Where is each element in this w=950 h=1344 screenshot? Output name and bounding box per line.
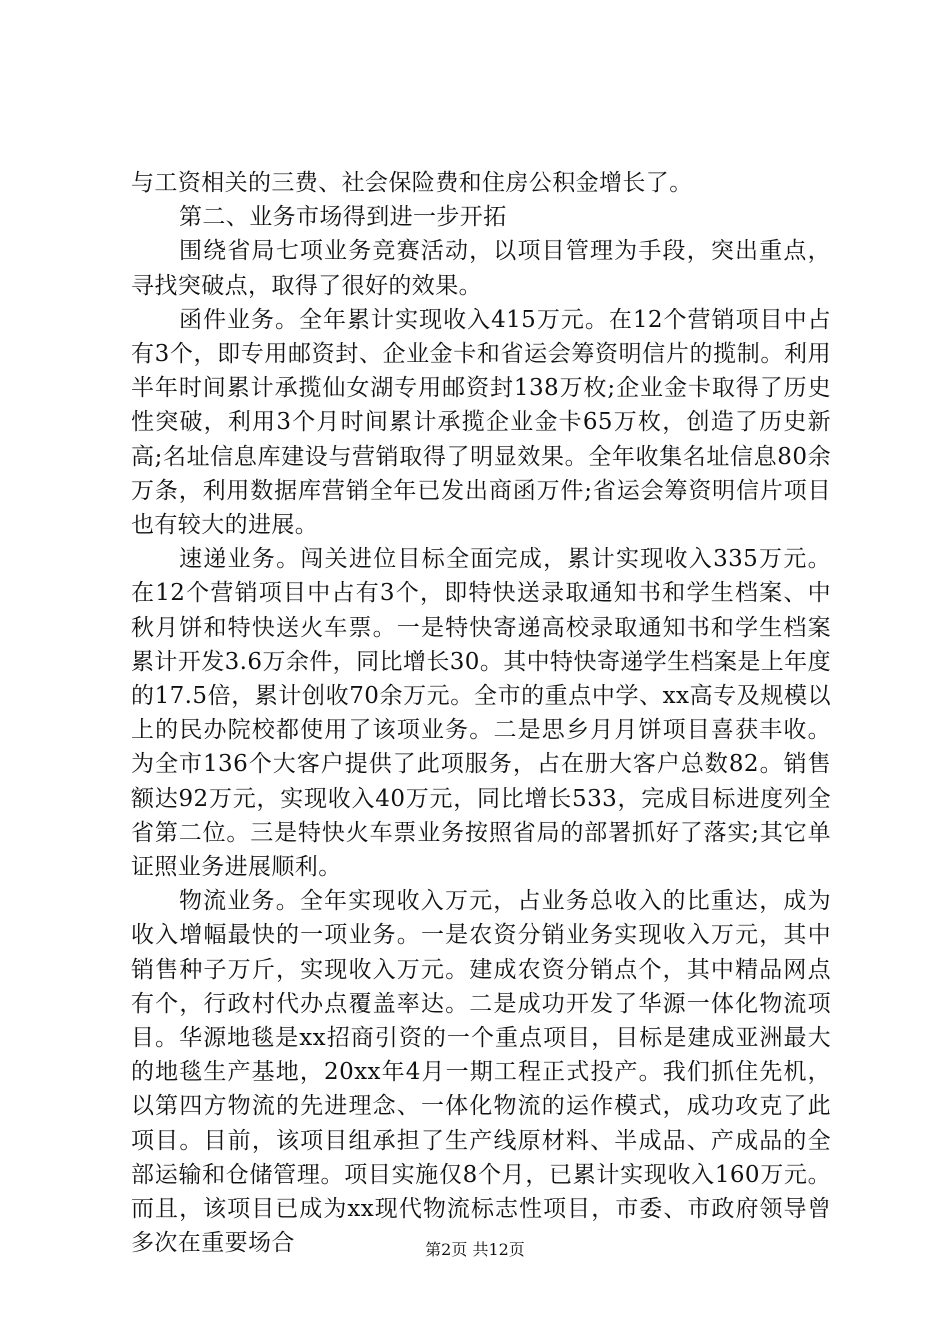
paragraph-letter-business: 函件业务。全年累计实现收入415万元。在12个营销项目中占有3个，即专用邮资封、企业金卡和省运会筹资明信片的揽制。利用半年时间累计承揽仙女湖专用邮资封138万枚;企业金卡取得了历史性突破，利用3个月时间累计承揽企业金卡65万枚，创造了历史新高;名址信息库建设与营销取得了明显效果。全年收集名址信息80余万条，利用数据库营销全年已发出商函万件;省运会筹资明信片项目也有较大的进展。 xyxy=(131,306,831,539)
page-number-footer: 第2页 共12页 xyxy=(425,1240,525,1259)
paragraph-intro: 围绕省局七项业务竞赛活动，以项目管理为手段，突出重点，寻找突破点，取得了很好的效果。 xyxy=(131,238,831,299)
paragraph-logistics-business: 物流业务。全年实现收入万元，占业务总收入的比重达，成为收入增幅最快的一项业务。一是农资分销业务实现收入万元，其中销售种子万斤，实现收入万元。建成农资分销点个，其中精品网点有个，行政村代办点覆盖率达。二是成功开发了华源一体化物流项目。华源地毯是xx招商引资的一个重点项目，目标是建成亚洲最大的地毯生产基地，20xx年4月一期工程正式投产。我们抓住先机，以第四方物流的先进理念、一体化物流的运作模式，成功攻克了此项目。目前，该项目组承担了生产线原材料、半成品、产成品的全部运输和仓储管理。项目实施仅8个月，已累计实现收入160万元。而且，该项目已成为xx现代物流标志性项目，市委、市政府领导曾多次在重要场合 xyxy=(131,888,831,1257)
document-body xyxy=(131,166,831,1261)
section-heading: 第二、业务市场得到进一步开拓 xyxy=(179,204,507,231)
paragraph-continuation: 与工资相关的三费、社会保险费和住房公积金增长了。 xyxy=(131,170,693,196)
paragraph-express-business: 速递业务。闯关进位目标全面完成，累计实现收入335万元。在12个营销项目中占有3个，即特快送录取通知书和学生档案、中秋月饼和特快送火车票。一是特快寄递高校录取通知书和学生档案累计开发3.6万余件，同比增长30。其中特快寄递学生档案是上年度的17.5倍，累计创收70余万元。全市的重点中学、xx高专及规模以上的民办院校都使用了该项业务。二是思乡月月饼项目喜获丰收。为全市136个大客户提供了此项服务，占在册大客户总数82。销售额达92万元，实现收入40万元，同比增长533，完成目标进度列全省第二位。三是特快火车票业务按照省局的部署抓好了落实;其它单证照业务进展顺利。 xyxy=(131,546,831,881)
